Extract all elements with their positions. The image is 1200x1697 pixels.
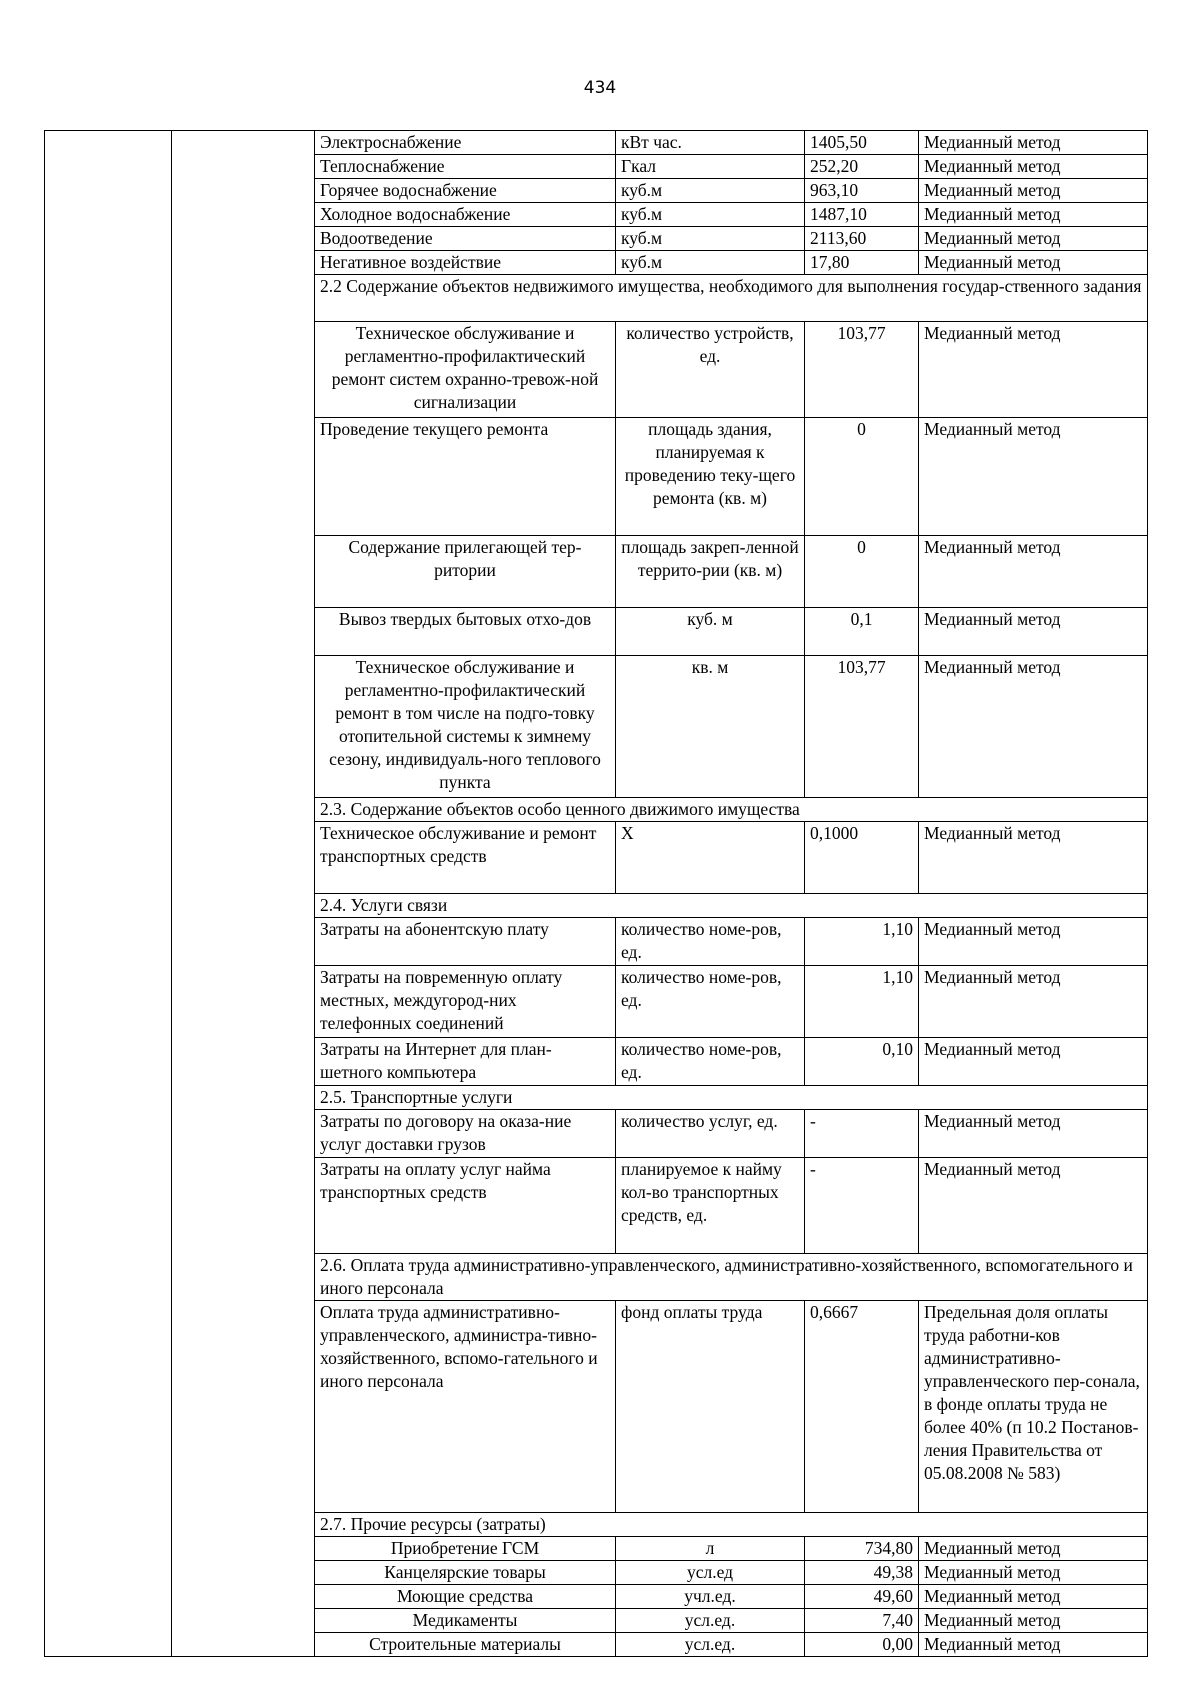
item-name: Теплоснабжение (315, 155, 616, 179)
item-name: Оплата труда административно-управленческого, администра-тивно-хозяйственного, вспомо-гательного и иного персонала (315, 1301, 616, 1513)
item-value: 2113,60 (805, 227, 919, 251)
item-unit: куб.м (616, 227, 805, 251)
item-name: Вывоз твердых бытовых отхо-дов (315, 608, 616, 656)
item-value: 0 (805, 536, 919, 608)
item-value: 0,00 (805, 1633, 919, 1657)
item-value: 1487,10 (805, 203, 919, 227)
item-value: 7,40 (805, 1609, 919, 1633)
item-value: - (805, 1110, 919, 1158)
item-unit: учл.ед. (616, 1585, 805, 1609)
item-method: Медианный метод (919, 203, 1148, 227)
item-unit: количество услуг, ед. (616, 1110, 805, 1158)
item-value: 1,10 (805, 966, 919, 1038)
item-method: Медианный метод (919, 155, 1148, 179)
section-heading: 2.6. Оплата труда административно-управленческого, административно-хозяйственного, вспомогательного и иного персонала (315, 1254, 1148, 1301)
item-unit: куб.м (616, 251, 805, 275)
section-heading: 2.7. Прочие ресурсы (затраты) (315, 1513, 1148, 1537)
item-method: Медианный метод (919, 656, 1148, 798)
item-name: Затраты на Интернет для план-шетного компьютера (315, 1038, 616, 1086)
item-value: 0,1 (805, 608, 919, 656)
item-name: Содержание прилегающей тер-ритории (315, 536, 616, 608)
item-name: Затраты на повременную оплату местных, междугород-них телефонных соединений (315, 966, 616, 1038)
item-method: Медианный метод (919, 918, 1148, 966)
item-unit: фонд оплаты труда (616, 1301, 805, 1513)
item-method: Медианный метод (919, 608, 1148, 656)
item-method: Медианный метод (919, 131, 1148, 155)
item-name: Канцелярские товары (315, 1561, 616, 1585)
item-method: Медианный метод (919, 1038, 1148, 1086)
item-method: Медианный метод (919, 251, 1148, 275)
item-unit: количество устройств, ед. (616, 322, 805, 418)
item-unit: Гкал (616, 155, 805, 179)
item-method: Медианный метод (919, 179, 1148, 203)
item-unit: кв. м (616, 656, 805, 798)
item-method: Медианный метод (919, 322, 1148, 418)
item-method: Предельная доля оплаты труда работни-ков административно-управленческого пер-сонала, в фонде оплаты труда не более 40% (п 10.2 Постанов-ления Правительства от 05.08.2008 № 583) (919, 1301, 1148, 1513)
item-name: Проведение текущего ремонта (315, 418, 616, 536)
item-value: 963,10 (805, 179, 919, 203)
item-value: 1,10 (805, 918, 919, 966)
item-unit: усл.ед (616, 1561, 805, 1585)
item-value: 734,80 (805, 1537, 919, 1561)
section-heading: 2.2 Содержание объектов недвижимого имущества, необходимого для выполнения государ-ственного задания (315, 275, 1148, 322)
item-unit: усл.ед. (616, 1609, 805, 1633)
item-name: Медикаменты (315, 1609, 616, 1633)
item-unit: площадь здания, планируемая к проведению теку-щего ремонта (кв. м) (616, 418, 805, 536)
item-method: Медианный метод (919, 966, 1148, 1038)
item-method: Медианный метод (919, 1633, 1148, 1657)
item-name: Техническое обслуживание и регламентно-профилактический ремонт в том числе на подго-товку отопительной системы к зимнему сезону, индивидуаль-ного теплового пункта (315, 656, 616, 798)
item-unit: площадь закреп-ленной террито-рии (кв. м) (616, 536, 805, 608)
item-name: Техническое обслуживание и ремонт транспортных средств (315, 822, 616, 894)
item-method: Медианный метод (919, 227, 1148, 251)
item-name: Строительные материалы (315, 1633, 616, 1657)
item-unit: количество номе-ров, ед. (616, 1038, 805, 1086)
item-method: Медианный метод (919, 822, 1148, 894)
item-method: Медианный метод (919, 1537, 1148, 1561)
item-unit: куб.м (616, 203, 805, 227)
item-value: - (805, 1158, 919, 1254)
item-method: Медианный метод (919, 1609, 1148, 1633)
table-row (45, 131, 1148, 155)
item-name: Горячее водоснабжение (315, 179, 616, 203)
left-column-2 (172, 131, 315, 1657)
page-number: 434 (583, 78, 617, 98)
item-value: 103,77 (805, 656, 919, 798)
item-value: 49,60 (805, 1585, 919, 1609)
item-value: 0,1000 (805, 822, 919, 894)
item-name: Техническое обслуживание и регламентно-профилактический ремонт систем охранно-тревож-ной сигнализации (315, 322, 616, 418)
item-name: Холодное водоснабжение (315, 203, 616, 227)
item-unit: куб.м (616, 179, 805, 203)
item-method: Медианный метод (919, 418, 1148, 536)
item-unit: куб. м (616, 608, 805, 656)
section-heading: 2.5. Транспортные услуги (315, 1086, 1148, 1110)
item-method: Медианный метод (919, 1158, 1148, 1254)
item-unit: усл.ед. (616, 1633, 805, 1657)
item-name: Электроснабжение (315, 131, 616, 155)
item-name: Водоотведение (315, 227, 616, 251)
item-unit: количество номе-ров, ед. (616, 966, 805, 1038)
item-unit: Х (616, 822, 805, 894)
left-column-1 (45, 131, 172, 1657)
item-name: Затраты по договору на оказа-ние услуг доставки грузов (315, 1110, 616, 1158)
item-unit: планируемое к найму кол-во транспортных средств, ед. (616, 1158, 805, 1254)
item-unit: л (616, 1537, 805, 1561)
section-heading: 2.4. Услуги связи (315, 894, 1148, 918)
item-value: 49,38 (805, 1561, 919, 1585)
section-heading: 2.3. Содержание объектов особо ценного движимого имущества (315, 798, 1148, 822)
item-value: 0,6667 (805, 1301, 919, 1513)
norms-table (44, 130, 1148, 1657)
item-method: Медианный метод (919, 1585, 1148, 1609)
item-value: 17,80 (805, 251, 919, 275)
item-value: 0,10 (805, 1038, 919, 1086)
item-name: Затраты на оплату услуг найма транспортных средств (315, 1158, 616, 1254)
item-name: Негативное воздействие (315, 251, 616, 275)
item-value: 103,77 (805, 322, 919, 418)
item-method: Медианный метод (919, 1110, 1148, 1158)
item-name: Моющие средства (315, 1585, 616, 1609)
item-method: Медианный метод (919, 536, 1148, 608)
item-unit: количество номе-ров, ед. (616, 918, 805, 966)
item-name: Затраты на абонентскую плату (315, 918, 616, 966)
item-unit: кВт час. (616, 131, 805, 155)
item-value: 252,20 (805, 155, 919, 179)
item-name: Приобретение ГСМ (315, 1537, 616, 1561)
item-value: 0 (805, 418, 919, 536)
item-value: 1405,50 (805, 131, 919, 155)
item-method: Медианный метод (919, 1561, 1148, 1585)
